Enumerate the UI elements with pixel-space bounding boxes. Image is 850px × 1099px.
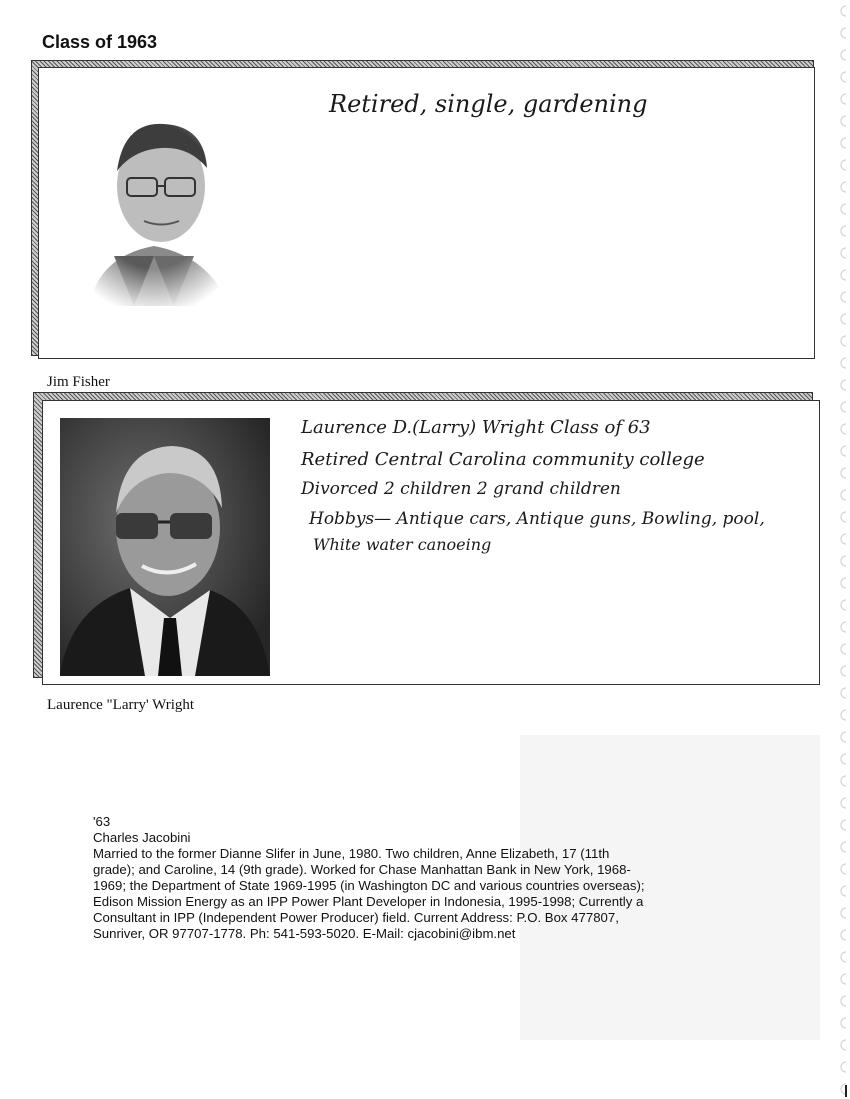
bio-line: 1969; the Department of State 1969-1995 (in Washington DC and various countries overseas); [93, 878, 645, 893]
bio-line: Consultant in IPP (Independent Power Producer) field. Current Address: P.O. Box 477807, [93, 910, 619, 925]
spiral-binding-edge [832, 0, 846, 1099]
card-frame [42, 400, 820, 685]
caption-laurence-wright: Laurence "Larry' Wright [47, 697, 195, 713]
bio-line: Married to the former Dianne Slifer in June, 1980. Two children, Anne Elizabeth, 17 (11th [93, 846, 610, 861]
bio-year: '63 [93, 814, 111, 829]
handwritten-note: Retired, single, gardening [329, 90, 648, 118]
profile-card-laurence-wright [33, 392, 823, 688]
card-frame [38, 67, 815, 359]
handwritten-line: Laurence D.(Larry) Wright Class of 63 [301, 417, 651, 438]
handwritten-line: Hobbys— Antique cars, Antique guns, Bowling, pool, [309, 509, 765, 529]
portrait-photo [69, 106, 239, 306]
caption-jim-fisher: Jim Fisher [47, 374, 110, 390]
handwritten-line: White water canoeing [313, 535, 492, 554]
bio-line: Sunriver, OR 97707-1778. Ph: 541-593-5020. E-Mail: cjacobini@ibm.net [93, 926, 516, 941]
bio-name: Charles Jacobini [93, 830, 191, 845]
profile-card-jim-fisher [31, 60, 821, 365]
page-edge-mark [845, 1085, 847, 1097]
handwritten-line: Divorced 2 children 2 grand children [301, 479, 621, 499]
portrait-photo [60, 418, 270, 676]
handwritten-line: Retired Central Carolina community college [301, 449, 705, 470]
bio-line: Edison Mission Energy as an IPP Power Plant Developer in Indonesia, 1995-1998; Currently a [93, 894, 644, 909]
bio-line: grade); and Caroline, 14 (9th grade). Worked for Chase Manhattan Bank in New York, 1968- [93, 862, 631, 877]
page-title: Class of 1963 [42, 32, 158, 52]
bio-text-block [93, 814, 753, 942]
